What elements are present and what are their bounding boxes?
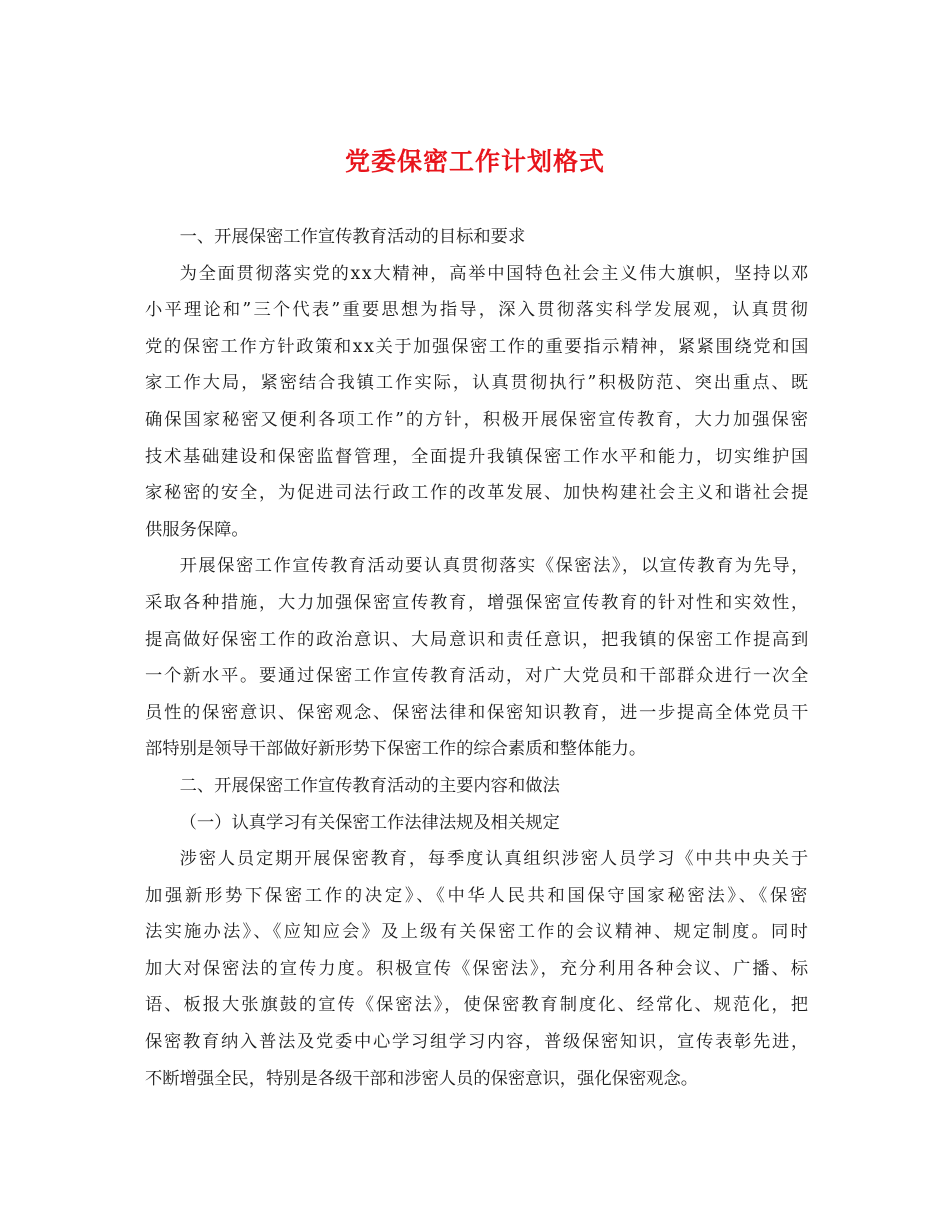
text-line: 提高做好保密工作的政治意识、大局意识和责任意识，把我镇的保密工作提高到 bbox=[145, 629, 810, 650]
page-title: 党委保密工作计划格式 bbox=[344, 147, 605, 176]
section-heading bbox=[145, 219, 810, 256]
text-line: 保密教育纳入普法及党委中心学习组学习内容，普级保密知识，宣传表彰先进， bbox=[145, 1032, 810, 1053]
text-line: 小平理论和”三个代表”重要思想为指导，深入贯彻落实科学发展观，认真贯彻 bbox=[145, 300, 810, 321]
body-paragraph bbox=[145, 548, 810, 768]
text-line: 员性的保密意识、保密观念、保密法律和保密知识教育，进一步提高全体党员干 bbox=[145, 702, 810, 723]
text-line: 部特别是领导干部做好新形势下保密工作的综合素质和整体能力。 bbox=[145, 739, 647, 760]
text-line: 不断增强全民，特别是各级干部和涉密人员的保密意识，强化保密观念。 bbox=[145, 1068, 699, 1089]
body-paragraph bbox=[145, 256, 810, 549]
text-line: 一、开展保密工作宣传教育活动的目标和要求 bbox=[179, 227, 526, 247]
text-line: 语、板报大张旗鼓的宣传《保密法》，使保密教育制度化、经常化、规范化，把 bbox=[145, 995, 811, 1016]
text-line: 家工作大局，紧密结合我镇工作实际，认真贯彻执行”积极防范、突出重点、既 bbox=[145, 373, 810, 394]
text-line: 家秘密的安全，为促进司法行政工作的改革发展、加快构建社会主义和谐社会提 bbox=[145, 483, 810, 504]
text-line: 党的保密工作方针政策和xx关于加强保密工作的重要指示精神，紧紧围绕党和国 bbox=[145, 336, 810, 357]
text-line: 开展保密工作宣传教育活动要认真贯彻落实《保密法》，以宣传教育为先导， bbox=[179, 556, 810, 577]
text-line: 为全面贯彻落实党的xx大精神，高举中国特色社会主义伟大旗帜，坚持以邓 bbox=[179, 263, 810, 284]
section-heading bbox=[145, 805, 810, 842]
body-paragraph bbox=[145, 841, 810, 1097]
text-line: 加强新形势下保密工作的决定》、《中华人民共和国保守国家秘密法》、《保密 bbox=[145, 885, 811, 906]
text-line: 涉密人员定期开展保密教育，每季度认真组织涉密人员学习《中共中央关于 bbox=[179, 849, 810, 870]
text-line: 法实施办法》、《应知应会》及上级有关保密工作的会议精神、规定制度。同时 bbox=[145, 922, 810, 943]
text-line: 加大对保密法的宣传力度。积极宣传《保密法》，充分利用各种会议、广播、标 bbox=[145, 958, 811, 979]
document-body bbox=[145, 219, 810, 1097]
text-line: 一个新水平。要通过保密工作宣传教育活动，对广大党员和干部群众进行一次全 bbox=[145, 666, 810, 687]
text-line: 采取各种措施，大力加强保密宣传教育，增强保密宣传教育的针对性和实效性， bbox=[145, 592, 810, 613]
text-line: 技术基础建设和保密监督管理，全面提升我镇保密工作水平和能力，切实维护国 bbox=[145, 446, 810, 467]
text-line: （一）认真学习有关保密工作法律法规及相关规定 bbox=[179, 812, 560, 833]
text-line: 供服务保障。 bbox=[145, 519, 249, 540]
text-line: 二、开展保密工作宣传教育活动的主要内容和做法 bbox=[179, 775, 560, 796]
section-heading bbox=[145, 768, 810, 805]
text-line: 确保国家秘密又便利各项工作”的方针，积极开展保密宣传教育，大力加强保密 bbox=[145, 409, 810, 430]
